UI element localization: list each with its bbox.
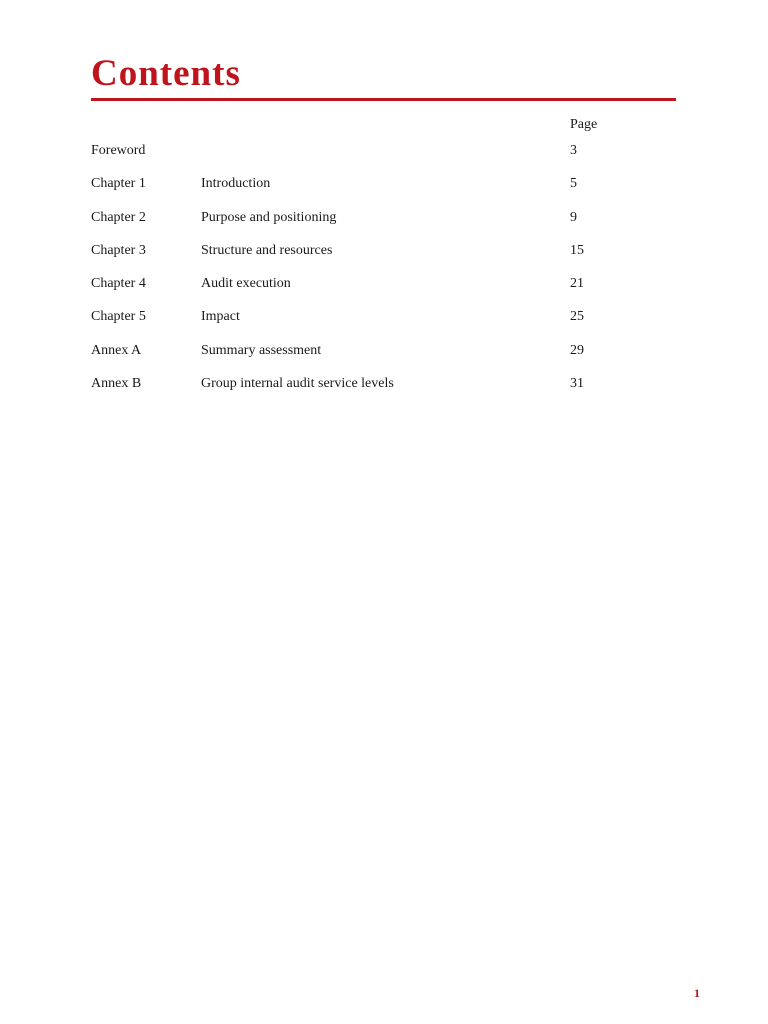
toc-entry-title: Impact: [201, 309, 240, 325]
toc-entry-annex-a[interactable]: [91, 343, 676, 376]
toc-entry-title: Group internal audit service levels: [201, 376, 394, 392]
toc-entry-label: Annex A: [91, 342, 142, 358]
title-divider: [91, 98, 676, 101]
toc-entry-label: Chapter 3: [91, 242, 146, 258]
toc-entry-page: 31: [570, 376, 584, 392]
page-column-header: Page: [570, 117, 598, 132]
toc-entry-foreword[interactable]: [91, 143, 676, 176]
toc-entry-page: 5: [570, 176, 577, 192]
toc-entry-label: Foreword: [91, 143, 146, 158]
toc-entry-chapter-2[interactable]: [91, 210, 676, 243]
toc-entry-chapter-5[interactable]: [91, 309, 676, 342]
toc-entry-page: 3: [570, 143, 577, 158]
toc-entry-title: Summary assessment: [201, 342, 322, 358]
toc-entry-chapter-4[interactable]: [91, 276, 676, 309]
toc-entry-label: Chapter 5: [91, 309, 146, 325]
toc-entry-page: 21: [570, 276, 584, 292]
toc-entry-title: Purpose and positioning: [201, 209, 337, 225]
toc-entry-title: Introduction: [201, 176, 271, 192]
toc-entry-label: Chapter 2: [91, 209, 146, 225]
page-title: Contents: [91, 53, 241, 94]
page-number: 1: [694, 986, 700, 1000]
table-of-contents: [91, 143, 676, 409]
toc-entry-annex-b[interactable]: [91, 376, 676, 409]
toc-entry-chapter-1[interactable]: [91, 176, 676, 209]
toc-entry-label: Chapter 4: [91, 276, 146, 292]
toc-entry-page: 9: [570, 209, 577, 225]
toc-entry-label: Chapter 1: [91, 176, 146, 192]
toc-entry-page: 29: [570, 342, 584, 358]
toc-entry-title: Structure and resources: [201, 242, 333, 258]
toc-entry-page: 15: [570, 242, 584, 258]
toc-entry-title: Audit execution: [201, 276, 291, 292]
toc-entry-label: Annex B: [91, 376, 142, 392]
toc-entry-chapter-3[interactable]: [91, 243, 676, 276]
toc-entry-page: 25: [570, 309, 584, 325]
